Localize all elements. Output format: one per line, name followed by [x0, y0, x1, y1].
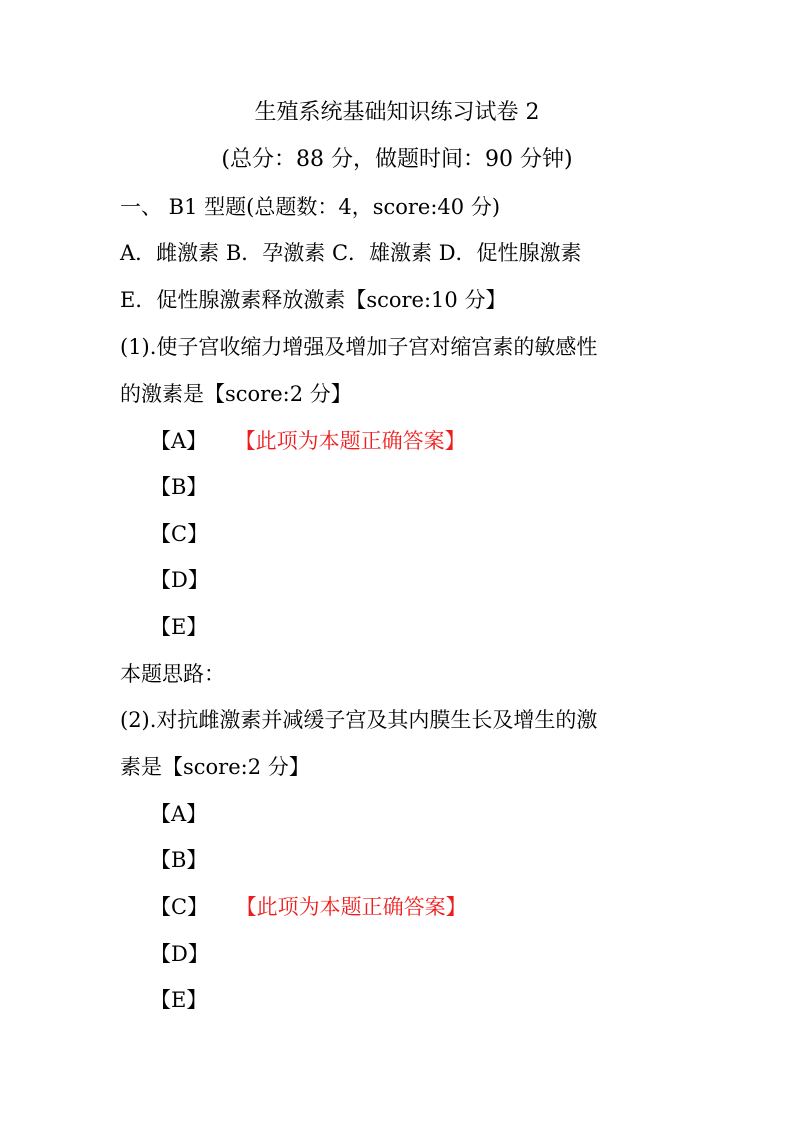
question-stem-line-2: 的激素是【score:2 分】: [120, 382, 352, 406]
option-label: 【A】: [150, 429, 208, 453]
option-b: [150, 473, 207, 501]
option-label: 【B】: [150, 475, 208, 499]
option-d: [150, 940, 209, 968]
correct-answer-mark: 【此项为本题正确答案】: [246, 895, 467, 919]
shared-options-line-1: A．雌激素 B．孕激素 C．雄激素 D．促性腺激素: [120, 241, 582, 265]
option-label: 【E】: [150, 988, 208, 1012]
option-label: 【D】: [150, 942, 209, 966]
correct-answer-mark: 【此项为本题正确答案】: [245, 429, 466, 453]
option-label: 【E】: [150, 615, 208, 639]
document-subtitle: (总分：88 分，做题时间：90 分钟): [221, 147, 573, 172]
question-stem-line-1: (2).对抗雌激素并减缓子宫及其内膜生长及增生的激: [120, 708, 598, 732]
question-stem-line-2: 素是【score:2 分】: [120, 755, 310, 779]
option-label: 【D】: [150, 568, 209, 592]
option-d: [150, 566, 209, 594]
option-label: 【C】: [150, 895, 209, 919]
option-a: [150, 427, 466, 455]
option-c: [150, 893, 467, 921]
option-label: 【B】: [150, 848, 208, 872]
option-b: [150, 846, 207, 874]
section-header: 一、 B1 型题(总题数：4，score:40 分): [120, 195, 501, 219]
explanation-label: 本题思路：: [120, 662, 225, 686]
option-a: [150, 800, 207, 828]
option-label: 【A】: [150, 802, 208, 826]
option-label: 【C】: [150, 522, 209, 546]
option-e: [150, 986, 207, 1014]
option-e: [150, 613, 207, 641]
document-title: 生殖系统基础知识练习试卷 2: [254, 100, 540, 125]
option-c: [150, 520, 208, 548]
question-stem-line-1: (1).使子宫收缩力增强及增加子宫对缩宫素的敏感性: [120, 335, 598, 359]
shared-options-line-2: E．促性腺激素释放激素【score:10 分】: [120, 288, 507, 312]
